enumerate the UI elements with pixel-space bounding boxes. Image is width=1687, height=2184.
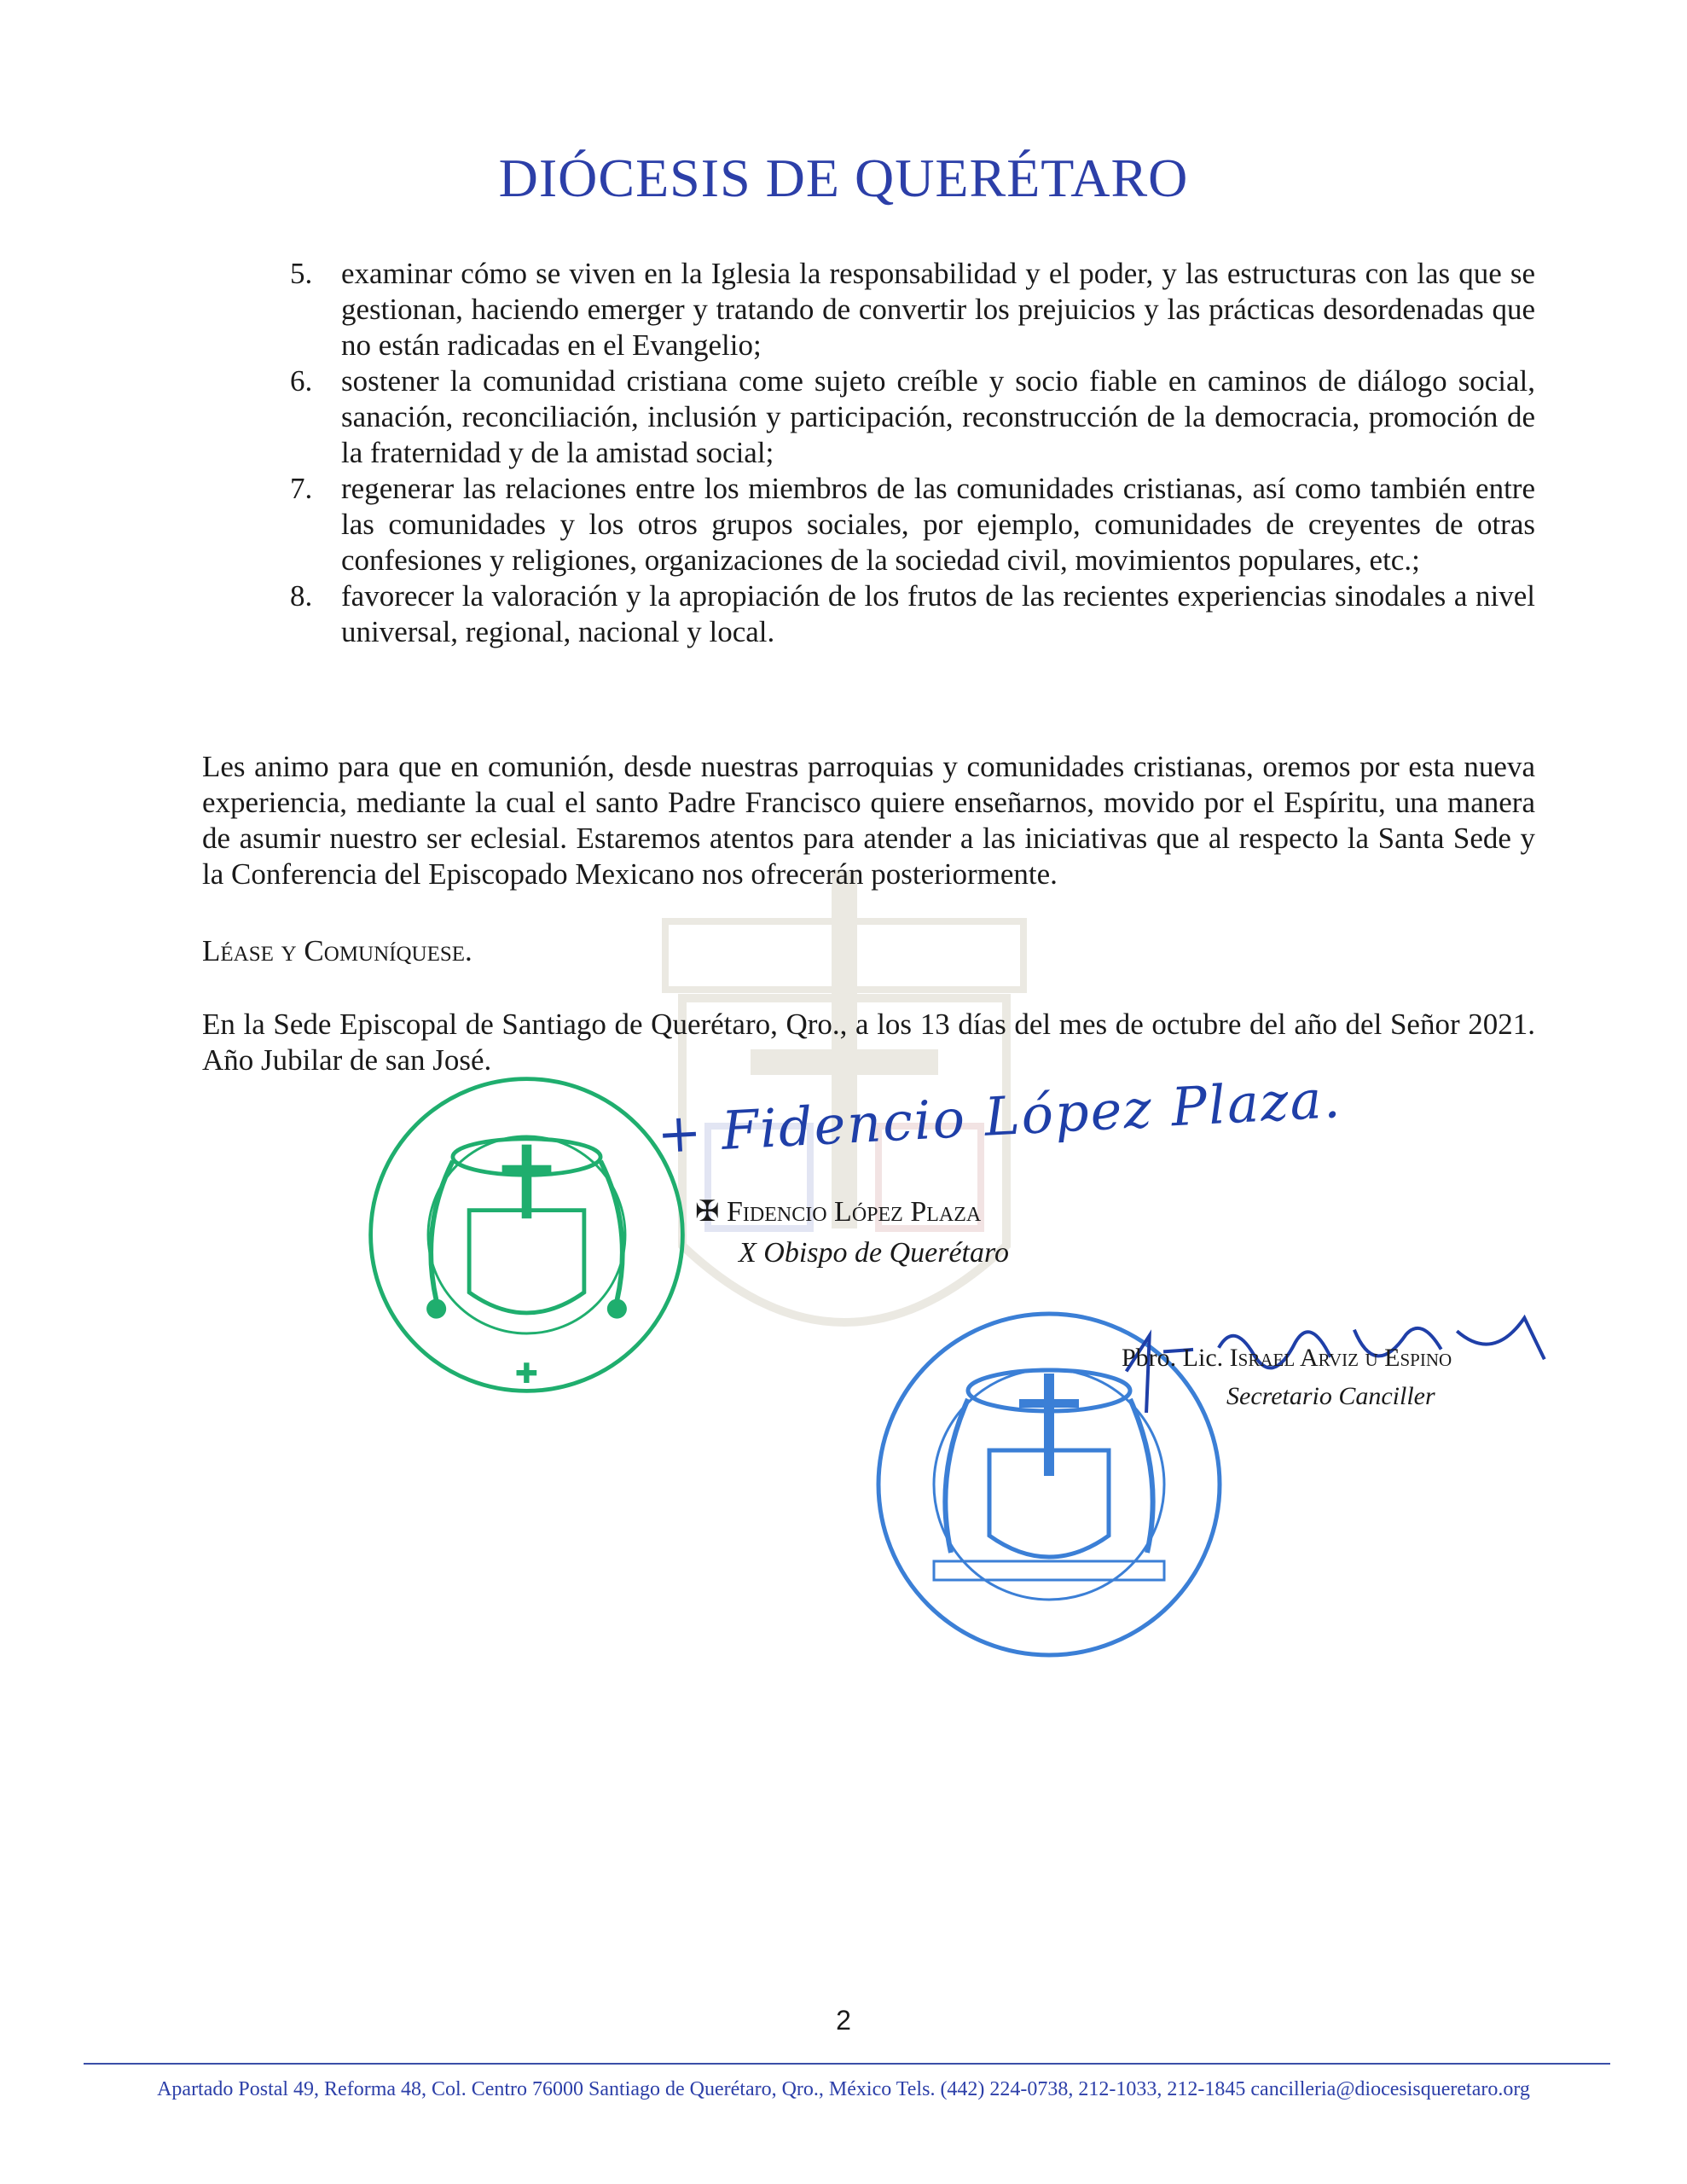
bishop-name: ✠ Fidencio López Plaza [695, 1196, 982, 1228]
chancellor-title: Secretario Canciller [1226, 1382, 1435, 1410]
list-item [281, 578, 1535, 650]
list-item-text: examinar cómo se viven en la Iglesia la responsabilidad y el poder, y las estructuras con las que se gestionan, haciendo emerger y tratando de convertir los prejuicios y las prácticas desordenadas que no están radicadas en el Evangelio; [341, 257, 1535, 362]
list-item [281, 256, 1535, 363]
footer-divider [84, 2063, 1610, 2065]
lease-comuniquese: Léase y Comuníquese. [202, 934, 472, 967]
list-item-number: 6. [290, 364, 313, 398]
bishop-signature: + Fidencio López Plaza. [655, 1067, 1343, 1165]
closing-paragraph: Les animo para que en comunión, desde nuestras parroquias y comunidades cristianas, oremos por esta nueva experiencia, mediante la cual el santo Padre Francisco quiere enseñarnos, movido por el Espíritu, una manera de asumir nuestro ser eclesial. Estaremos atentos para atender a las iniciativas que al respecto la Santa Sede y la Conferencia del Episcopado Mexicano nos ofrecerán posteriormente. [202, 750, 1535, 891]
chancellor-prefix: Pbro. Lic. [1122, 1344, 1224, 1372]
bishop-seal [362, 1071, 691, 1399]
bishop-title: X Obispo de Querétaro [739, 1237, 1009, 1269]
list-item-number: 8. [290, 579, 313, 613]
chancellor-name [1122, 1344, 1452, 1373]
page-number: 2 [836, 2005, 851, 2036]
list-item [281, 471, 1535, 578]
list-item-text: regenerar las relaciones entre los miembros de las comunidades cristianas, así como también entre las comunidades y los otros grupos sociales, por ejemplo, comunidades de creyentes de otras confesiones y religiones, organizaciones de la sociedad civil, movimientos populares, etc.; [341, 472, 1535, 577]
chancellor-fullname: Israel Arviz u Espino [1229, 1344, 1452, 1372]
objectives-list [281, 256, 1535, 650]
list-item-text: sostener la comunidad cristiana come sujeto creíble y socio fiable en caminos de diálogo social, sanación, reconciliación, inclusión y participación, reconstrucción de la democracia, promoción de la fraternidad y de la amistad social; [341, 364, 1535, 469]
list-item-number: 7. [290, 472, 313, 505]
footer-contact: Apartado Postal 49, Reforma 48, Col. Centro 76000 Santiago de Querétaro, Qro., México Tels. (442) 224-0738, 212-1033, 212-1845 cancilleria@diocesisqueretaro.org [157, 2078, 1530, 2100]
list-item-text: favorecer la valoración y la apropiación de los frutos de las recientes experiencias sinodales a nivel universal, regional, nacional y local. [341, 579, 1535, 648]
sede-paragraph: En la Sede Episcopal de Santiago de Querétaro, Qro., a los 13 días del mes de octubre del año del Señor 2021. Año Jubilar de san José. [202, 1008, 1535, 1077]
diocese-letterhead-title: DIÓCESIS DE QUERÉTARO [498, 148, 1189, 208]
list-item [281, 363, 1535, 471]
list-item-number: 5. [290, 257, 313, 290]
svg-text:✚: ✚ [514, 1356, 539, 1390]
